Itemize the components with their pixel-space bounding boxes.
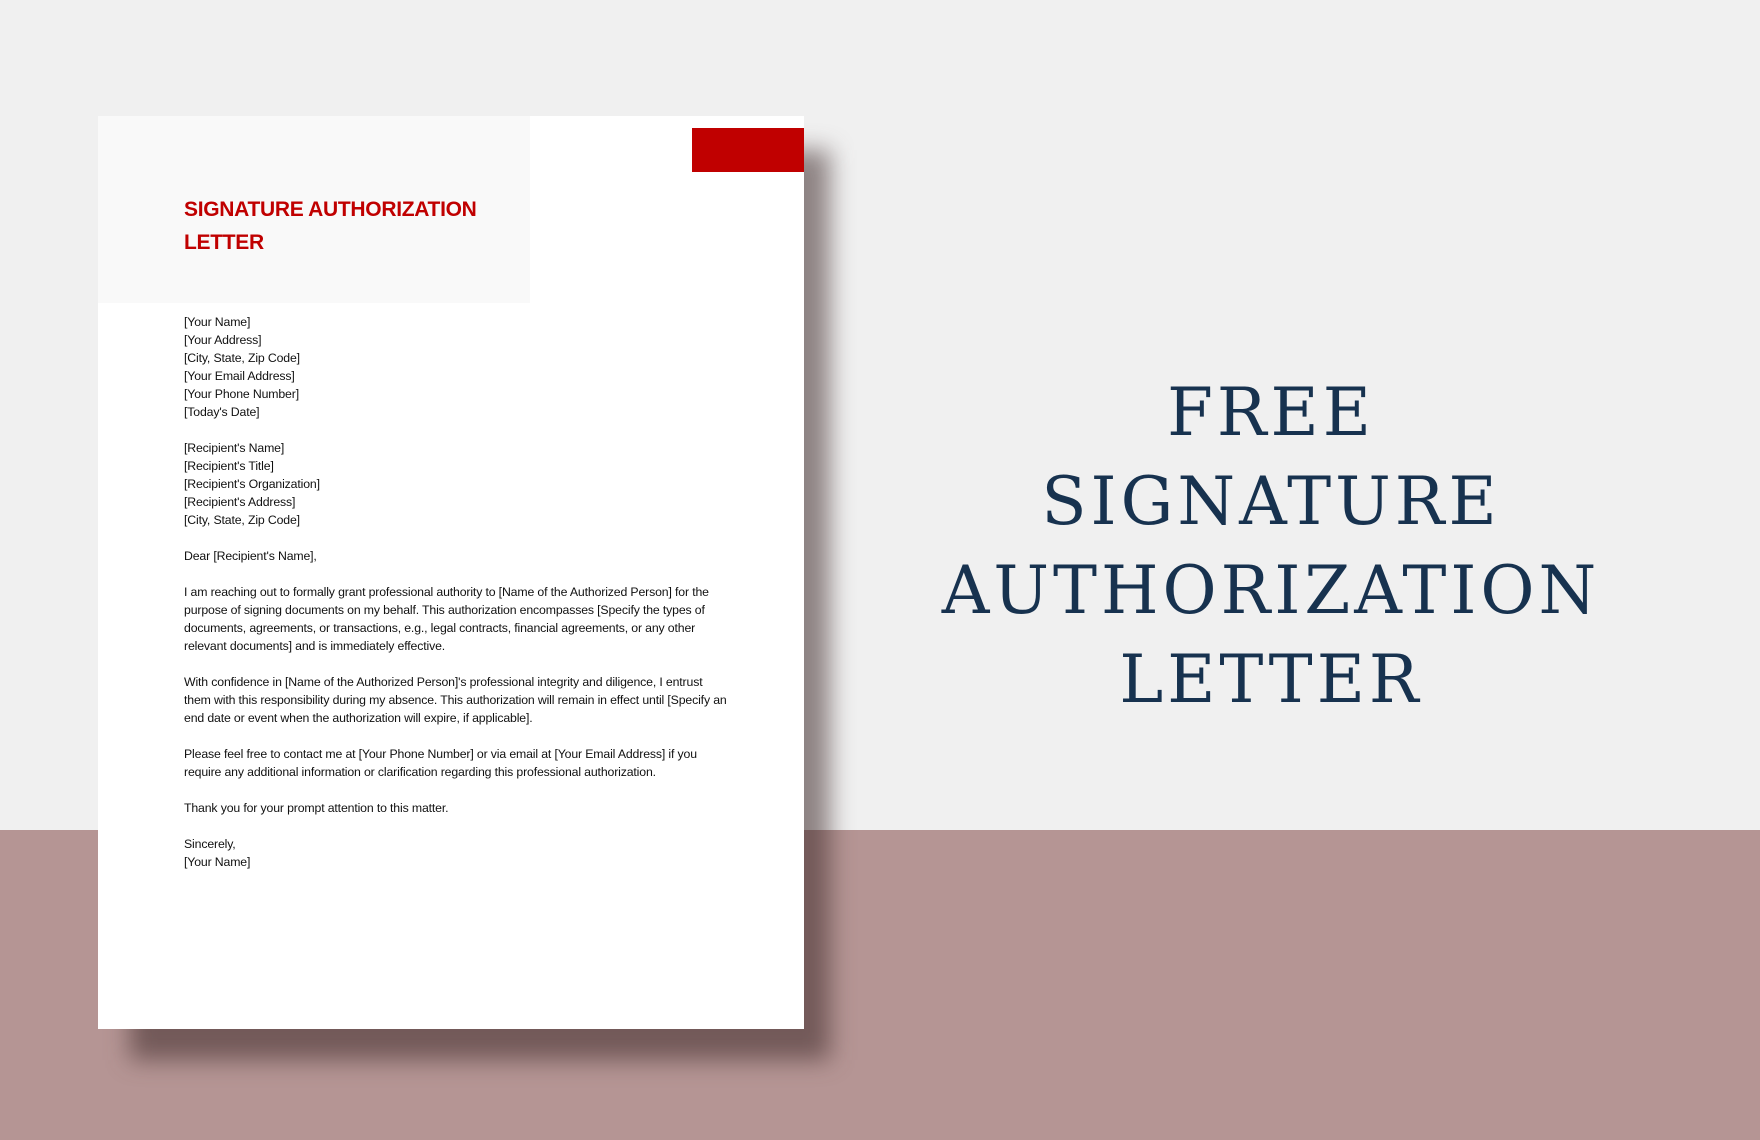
- promo-line: AUTHORIZATION: [941, 552, 1601, 629]
- sender-line: [City, State, Zip Code]: [184, 351, 300, 365]
- closing: Sincerely,: [184, 837, 236, 851]
- recipient-line: [Recipient's Organization]: [184, 477, 320, 491]
- recipient-line: [Recipient's Name]: [184, 441, 285, 455]
- promo-line: SIGNATURE: [1041, 463, 1501, 540]
- recipient-line: [City, State, Zip Code]: [184, 513, 300, 527]
- document-title: SIGNATURE AUTHORIZATION LETTER: [184, 198, 477, 254]
- paragraph: I am reaching out to formally grant professional authority to [Name of the Authorized Person] for the purpose of signing documents on my behalf. This authorization encompasses [Specify the types of documents, agreements, or transactions, e.g., legal contracts, financial agreements, or any other relevant documents] and is immediately effective.: [184, 585, 709, 653]
- sender-line: [Your Address]: [184, 333, 262, 347]
- closing-block: [184, 835, 729, 871]
- sender-block: [184, 313, 729, 421]
- paragraph: With confidence in [Name of the Authorized Person]'s professional integrity and diligence, I entrust them with this responsibility during my absence. This authorization will remain in effect until [Specify an end date or event when the authorization will expire, if applicable].: [184, 675, 727, 725]
- paragraph: Please feel free to contact me at [Your Phone Number] or via email at [Your Email Address] if you require any additional information or clarification regarding this professional authorization.: [184, 747, 697, 779]
- recipient-block: [184, 439, 729, 529]
- recipient-line: [Recipient's Address]: [184, 495, 296, 509]
- paragraph: Thank you for your prompt attention to this matter.: [184, 801, 449, 815]
- promo-line: LETTER: [1119, 641, 1423, 718]
- sender-line: [Today's Date]: [184, 405, 260, 419]
- recipient-line: [Recipient's Title]: [184, 459, 274, 473]
- promo-line: FREE: [1167, 374, 1375, 451]
- signature: [Your Name]: [184, 855, 251, 869]
- red-accent-bar: [692, 128, 804, 172]
- letter-page: [98, 116, 804, 1029]
- sender-line: [Your Phone Number]: [184, 387, 299, 401]
- sender-line: [Your Email Address]: [184, 369, 295, 383]
- salutation: Dear [Recipient's Name],: [184, 549, 317, 563]
- letter-body: [184, 313, 729, 889]
- sender-line: [Your Name]: [184, 315, 251, 329]
- promo-title: [930, 368, 1612, 724]
